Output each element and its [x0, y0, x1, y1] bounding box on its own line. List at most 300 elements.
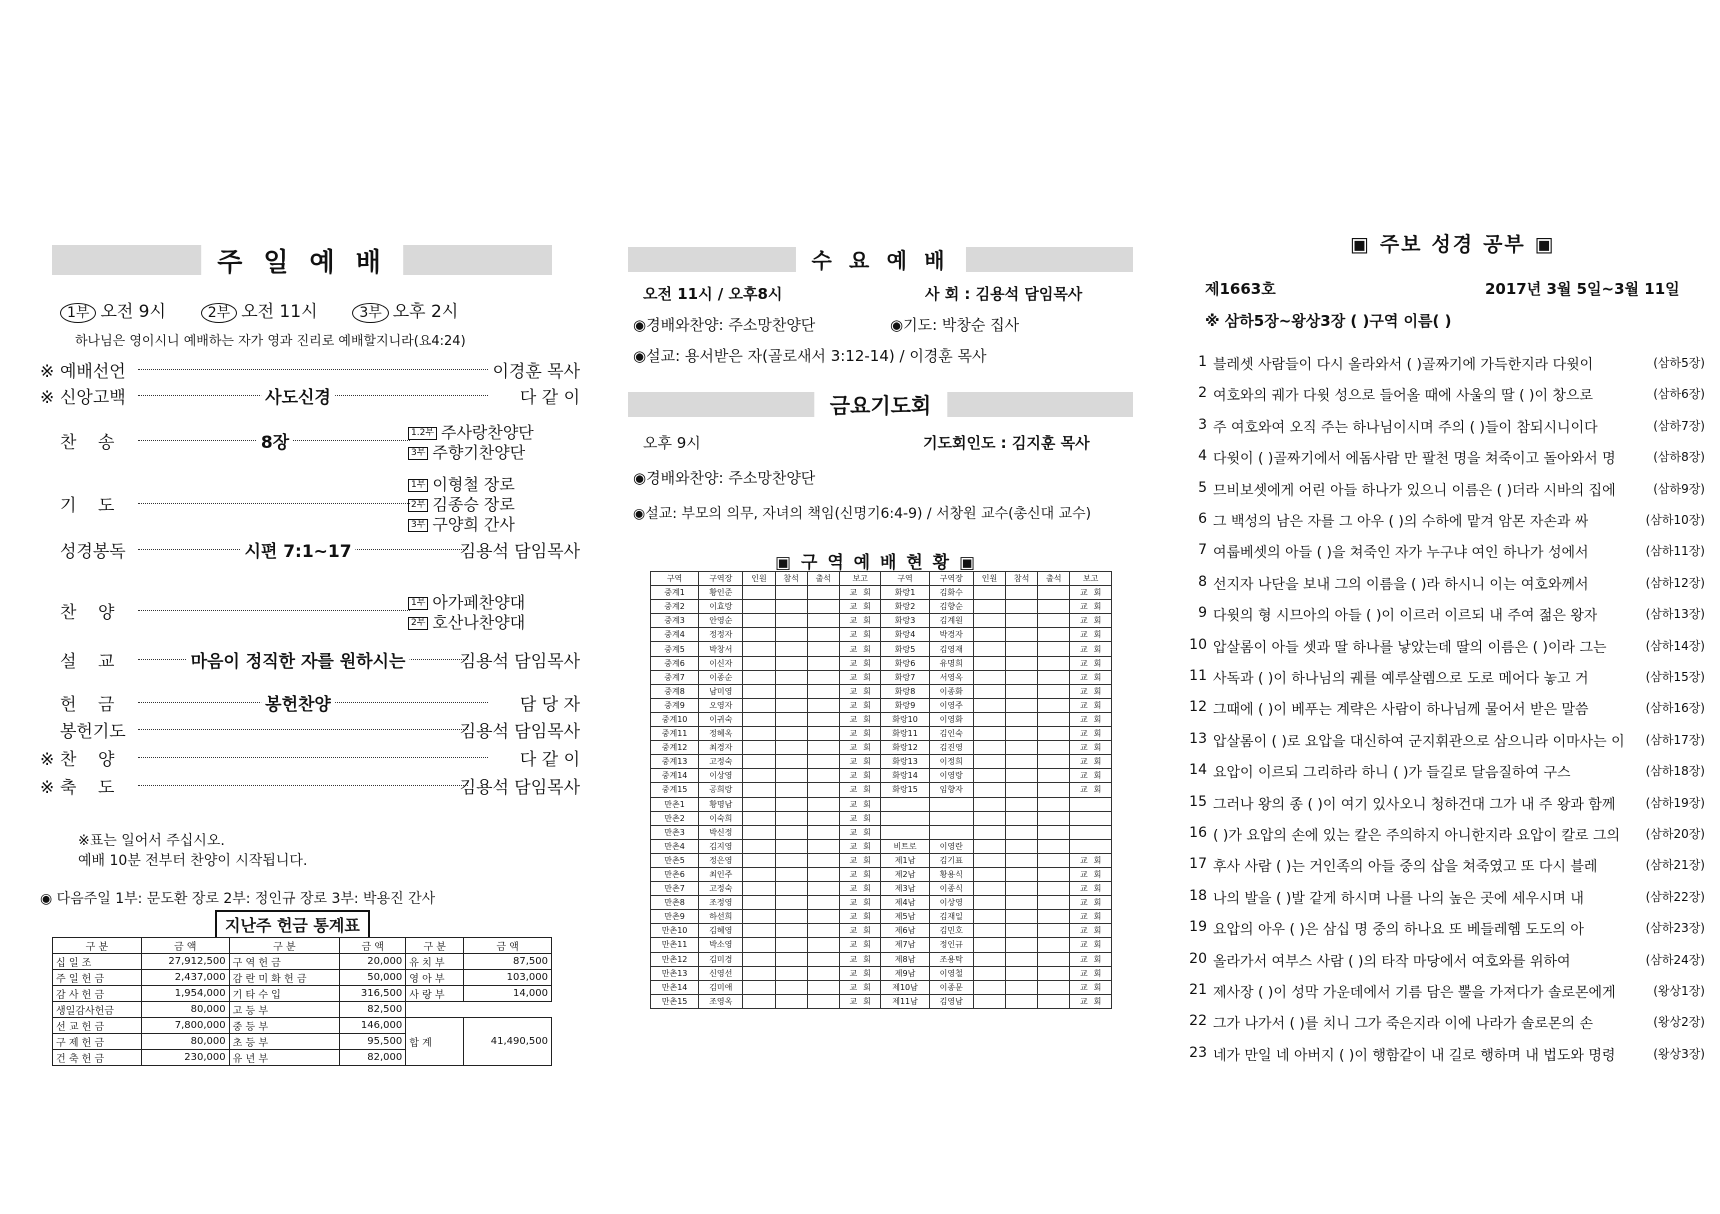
district-leader: 조용탁 [929, 952, 973, 966]
district-name: 만촌14 [651, 980, 699, 994]
worship-item-label: 예배선언 [60, 362, 126, 382]
question-text: 블레셋 사람들이 다시 올라와서 ( )골짜기에 가득한지라 다윗이 [1213, 357, 1594, 373]
district-name: 중계7 [651, 670, 699, 684]
district-name: 제3남 [881, 882, 929, 896]
church-report [1070, 938, 1112, 952]
question-reference: (삼하17장) [1645, 732, 1705, 747]
empty-cell [743, 656, 775, 670]
study-question [1185, 1045, 1705, 1067]
report-char: 교 [849, 686, 858, 696]
empty-cell [1006, 614, 1038, 628]
empty-cell [1038, 938, 1070, 952]
question-text: 나의 발을 ( )발 같게 하시며 나를 나의 높은 곳에 세우시며 내 [1213, 890, 1584, 907]
report-char: 회 [1093, 870, 1102, 880]
district-header: 보고 [1070, 572, 1112, 586]
empty-cell [973, 727, 1005, 741]
report-char: 회 [863, 898, 871, 908]
district-name: 화랑2 [881, 600, 929, 614]
district-header: 구역 [651, 572, 699, 586]
church-report [839, 741, 881, 755]
empty-cell [743, 994, 775, 1008]
report-char: 회 [863, 644, 871, 654]
district-name: 만촌13 [651, 966, 699, 980]
empty-cell [743, 600, 775, 614]
study-question [1185, 731, 1705, 753]
empty-cell [775, 642, 807, 656]
empty-cell [743, 966, 775, 980]
district-name: 중계8 [651, 684, 699, 698]
report-char: 회 [1093, 644, 1102, 654]
empty-cell [1006, 825, 1038, 839]
worship-leader-line [408, 610, 525, 633]
report-char: 교 [1079, 686, 1088, 696]
service-times [60, 297, 458, 323]
report-char: 회 [863, 940, 871, 950]
church-report [839, 698, 881, 712]
empty-cell [807, 783, 839, 797]
district-leader: 황용식 [929, 867, 973, 881]
empty-cell [1038, 684, 1070, 698]
empty-cell [973, 839, 1005, 853]
report-char: 회 [863, 799, 871, 809]
report-char: 교 [1079, 940, 1088, 950]
worship-leader: 담 당 자 [519, 695, 580, 715]
empty-cell [775, 741, 807, 755]
empty-cell [775, 628, 807, 642]
table-row [53, 1018, 552, 1034]
offering-category: 주 일 헌 금 [53, 970, 142, 986]
service-tag: 3부 [408, 519, 428, 532]
report-char: 교 [849, 658, 858, 668]
worship-leader: 다 같 이 [519, 750, 580, 770]
offering-category: 구 제 헌 금 [53, 1034, 142, 1050]
table-row [53, 1002, 552, 1018]
empty-cell [1006, 642, 1038, 656]
district-name: 만촌5 [651, 853, 699, 867]
district-name: 화랑9 [881, 698, 929, 712]
empty-cell [1038, 867, 1070, 881]
church-report [839, 980, 881, 994]
offering-amount: 146,000 [340, 1018, 406, 1034]
table-row [651, 853, 1112, 867]
worship-item-content: 사도신경 [261, 383, 335, 408]
worship-leader-line [408, 440, 525, 463]
empty-cell [775, 839, 807, 853]
empty-cell [1006, 882, 1038, 896]
empty-cell [807, 839, 839, 853]
church-report [1070, 684, 1112, 698]
church-report [839, 994, 881, 1008]
empty-cell [1006, 952, 1038, 966]
district-name: 중계12 [651, 741, 699, 755]
report-char: 회 [863, 672, 871, 682]
question-text: 그가 나가서 ( )를 치니 그가 죽은지라 이에 나라가 솔로몬의 손 [1213, 1016, 1594, 1033]
wednesday-time: 오전 11시 / 오후8시 [643, 285, 783, 303]
worship-item-content: 8장 [257, 428, 293, 453]
district-leader: 이종문 [929, 980, 973, 994]
church-report [1070, 910, 1112, 924]
report-char: 교 [1079, 644, 1088, 654]
empty-cell [775, 600, 807, 614]
service-2-badge: 2부 [201, 303, 237, 323]
empty-cell [1006, 867, 1038, 881]
report-char: 회 [1093, 630, 1102, 640]
district-name: 화랑6 [881, 656, 929, 670]
report-char: 회 [863, 855, 871, 865]
empty-cell [1006, 698, 1038, 712]
church-report [839, 586, 881, 600]
empty-cell [743, 628, 775, 642]
empty-cell [1006, 853, 1038, 867]
sunday-title: 주 일 예 배 [201, 245, 403, 275]
district-name: 만촌3 [651, 825, 699, 839]
empty-cell [775, 614, 807, 628]
report-char: 교 [1079, 616, 1088, 626]
report-char: 교 [849, 870, 858, 880]
empty-cell [973, 712, 1005, 726]
report-char: 교 [849, 884, 858, 894]
empty-cell [743, 882, 775, 896]
offering-amount: 27,912,500 [141, 954, 229, 970]
district-leader: 박경자 [929, 628, 973, 642]
friday-leader: 기도회인도 : 김지훈 목사 [923, 434, 1090, 452]
empty-cell [807, 600, 839, 614]
church-report [1070, 980, 1112, 994]
study-date: 2017년 3월 5일~3월 11일 [1485, 280, 1680, 298]
empty-cell [743, 825, 775, 839]
worship-leader-line [408, 512, 515, 535]
empty-cell [1038, 586, 1070, 600]
report-char: 교 [849, 602, 858, 612]
district-name: 중계3 [651, 614, 699, 628]
empty-cell [807, 586, 839, 600]
report-char: 교 [1079, 912, 1088, 922]
district-leader: 김영재 [929, 642, 973, 656]
church-report [839, 614, 881, 628]
empty-cell [743, 867, 775, 881]
church-report [839, 853, 881, 867]
leader-dots [138, 369, 488, 370]
report-char: 교 [1079, 996, 1088, 1006]
report-char: 교 [849, 616, 858, 626]
study-issue: 제1663호 [1205, 280, 1276, 298]
empty-cell [973, 600, 1005, 614]
church-report [1070, 783, 1112, 797]
study-question [1185, 574, 1705, 596]
church-report [839, 628, 881, 642]
empty-cell [743, 924, 775, 938]
table-row [651, 867, 1112, 881]
worship-row [40, 773, 580, 797]
study-question [1185, 1013, 1705, 1035]
report-char: 교 [1079, 729, 1088, 739]
district-leader: 정은영 [699, 853, 743, 867]
worship-row [40, 745, 580, 769]
worship-item-label: 기 도 [60, 496, 115, 516]
question-text: 여호와의 궤가 다윗 성으로 들어올 때에 사울의 딸 ( )이 창으로 [1213, 388, 1594, 405]
leader-dots [138, 729, 468, 730]
church-report [1070, 755, 1112, 769]
empty-cell [973, 952, 1005, 966]
question-number: 23 [1189, 1044, 1207, 1061]
report-char: 회 [1093, 996, 1102, 1006]
empty-cell [775, 712, 807, 726]
district-name: 화랑4 [881, 628, 929, 642]
table-row [651, 811, 1112, 825]
district-leader: 김화수 [929, 586, 973, 600]
empty-cell [807, 614, 839, 628]
question-text: 다윗이 ( )골짜기에서 에돔사람 만 팔천 명을 쳐죽이고 돌아와서 명 [1213, 451, 1616, 468]
question-reference: (삼하9장) [1653, 481, 1705, 496]
empty-cell [1038, 670, 1070, 684]
service-1-time: 오전 9시 [100, 302, 166, 322]
empty-cell [743, 769, 775, 783]
church-report [1070, 952, 1112, 966]
district-name: 중계14 [651, 769, 699, 783]
service-2-time: 오전 11시 [241, 302, 318, 322]
report-char: 교 [1079, 743, 1088, 753]
empty-cell [973, 910, 1005, 924]
report-char: 회 [1093, 926, 1102, 936]
question-text: 주 여호와여 오직 주는 하나님이시며 주의 ( )들이 참되시니이다 [1213, 419, 1598, 436]
empty-cell [1006, 656, 1038, 670]
church-report [839, 938, 881, 952]
empty-cell [1006, 994, 1038, 1008]
report-char: 교 [1079, 926, 1088, 936]
empty-cell [807, 910, 839, 924]
district-name: 화랑15 [881, 783, 929, 797]
empty-cell [743, 614, 775, 628]
empty-cell [743, 755, 775, 769]
offering-category: 십 일 조 [53, 954, 142, 970]
church-report [839, 727, 881, 741]
service-tag: 2부 [408, 617, 428, 630]
empty-cell [1038, 656, 1070, 670]
church-report [1070, 628, 1112, 642]
worship-item-content: 시편 7:1~17 [240, 537, 355, 562]
question-number: 21 [1189, 982, 1207, 998]
question-text: 후사 사람 ( )는 거인족의 아들 중의 삽을 쳐죽였고 또 다시 블레 [1213, 859, 1598, 876]
question-number: 10 [1189, 636, 1207, 653]
district-name: 화랑10 [881, 712, 929, 726]
empty-cell [1006, 741, 1038, 755]
report-char: 교 [849, 714, 858, 724]
district-leader [929, 825, 973, 839]
empty-cell [1006, 684, 1038, 698]
district-name: 제7남 [881, 938, 929, 952]
offering-amount: 2,437,000 [141, 970, 229, 986]
offering-category: 고 등 부 [229, 1002, 340, 1018]
worship-item-label: 찬 송 [60, 433, 115, 453]
wednesday-leader: 사 회 : 김용석 담임목사 [925, 285, 1083, 303]
church-report [1070, 811, 1112, 825]
district-leader: 오영자 [699, 698, 743, 712]
district-leader [929, 797, 973, 811]
church-report [839, 642, 881, 656]
empty-cell [1038, 769, 1070, 783]
empty-cell [1038, 853, 1070, 867]
empty-cell [973, 980, 1005, 994]
table-row [651, 769, 1112, 783]
district-header: 출석 [807, 572, 839, 586]
sunday-title-bar [52, 245, 552, 278]
district-name: 중계9 [651, 698, 699, 712]
empty-cell [775, 825, 807, 839]
church-report [839, 952, 881, 966]
district-leader: 정혜옥 [699, 727, 743, 741]
table-row [651, 839, 1112, 853]
offering-category: 기 타 수 입 [229, 986, 340, 1002]
study-question [1185, 856, 1705, 878]
empty-cell [775, 755, 807, 769]
table-row [651, 797, 1112, 811]
district-leader: 이영랑 [929, 769, 973, 783]
empty-cell [807, 712, 839, 726]
empty-cell [807, 684, 839, 698]
report-char: 교 [849, 898, 858, 908]
offering-category: 중 등 부 [229, 1018, 340, 1034]
question-number: 19 [1189, 919, 1207, 936]
church-report [1070, 727, 1112, 741]
offering-header: 구 분 [229, 938, 340, 954]
table-row [651, 910, 1112, 924]
empty-cell [973, 825, 1005, 839]
question-number: 4 [1198, 448, 1207, 465]
question-number: 13 [1189, 730, 1207, 747]
theme-verse: 하나님은 영이시니 예배하는 자가 영과 진리로 예배할지니라(요4:24) [75, 334, 466, 349]
church-report [1070, 741, 1112, 755]
district-name: 중계5 [651, 642, 699, 656]
church-report [1070, 698, 1112, 712]
worship-item-label: 신앙고백 [60, 388, 126, 408]
empty-cell [775, 924, 807, 938]
report-char: 교 [1079, 757, 1088, 767]
report-char: 회 [863, 813, 871, 823]
standing-mark: ※ [40, 388, 55, 408]
report-char: 교 [849, 799, 858, 809]
district-name: 화랑13 [881, 755, 929, 769]
empty-cell [743, 712, 775, 726]
report-char: 교 [1079, 954, 1088, 964]
report-char: 교 [849, 996, 858, 1006]
worship-leader: 구양희 간사 [432, 515, 515, 534]
district-leader: 이숙희 [699, 811, 743, 825]
empty-cell [973, 628, 1005, 642]
district-leader: 김진영 [929, 741, 973, 755]
empty-cell [775, 656, 807, 670]
report-char: 교 [849, 940, 858, 950]
empty-cell [775, 684, 807, 698]
study-question [1185, 605, 1705, 627]
study-question [1185, 542, 1705, 564]
district-leader: 안영순 [699, 614, 743, 628]
empty-cell [1038, 741, 1070, 755]
offering-amount: 50,000 [340, 970, 406, 986]
empty-cell [973, 656, 1005, 670]
empty-cell [775, 727, 807, 741]
empty-cell [973, 614, 1005, 628]
study-question [1185, 417, 1705, 439]
question-text: 압살롬이 아들 셋과 딸 하나를 낳았는데 딸의 이름은 ( )이라 그는 [1213, 639, 1607, 656]
report-char: 교 [1079, 658, 1088, 668]
report-char: 교 [849, 841, 858, 851]
empty-cell [1006, 839, 1038, 853]
question-text: 선지자 나단을 보내 그의 이름을 ( )라 하시니 이는 여호와께서 [1213, 576, 1589, 593]
question-number: 7 [1198, 542, 1207, 559]
empty-cell [1038, 755, 1070, 769]
question-text: 요압이 이르되 그리하라 하니 ( )가 들길로 달음질하여 구스 [1213, 765, 1571, 782]
empty-cell [1038, 628, 1070, 642]
table-row [53, 954, 552, 970]
worship-row [40, 690, 580, 714]
question-text: 제사장 ( )이 성막 가운데에서 기름 담은 뿔을 가져다가 솔로몬에게 [1213, 985, 1616, 1001]
report-char: 교 [1079, 771, 1088, 781]
study-question [1185, 888, 1705, 910]
question-reference: (왕상2장) [1653, 1015, 1705, 1030]
report-char: 회 [1093, 785, 1102, 795]
empty-cell [1006, 670, 1038, 684]
district-leader: 김기표 [929, 853, 973, 867]
district-name: 화랑1 [881, 586, 929, 600]
empty-cell [1006, 727, 1038, 741]
report-char: 회 [1093, 616, 1102, 626]
offering-header: 금 액 [141, 938, 229, 954]
empty-cell [743, 811, 775, 825]
church-report [1070, 924, 1112, 938]
report-char: 회 [1093, 729, 1102, 739]
district-leader: 이종화 [929, 684, 973, 698]
empty-cell [775, 853, 807, 867]
empty-cell [775, 670, 807, 684]
district-name: 만촌12 [651, 952, 699, 966]
study-question [1185, 668, 1705, 690]
service-3-time: 오후 2시 [392, 302, 459, 322]
study-question [1185, 480, 1705, 502]
district-leader: 김혜영 [699, 924, 743, 938]
church-report [1070, 839, 1112, 853]
district-leader: 김계원 [929, 614, 973, 628]
report-char: 교 [849, 926, 858, 936]
empty-cell [743, 853, 775, 867]
report-char: 회 [1093, 968, 1102, 978]
report-char: 교 [1079, 898, 1088, 908]
question-reference: (삼하16장) [1645, 701, 1705, 716]
report-char: 회 [1093, 602, 1102, 612]
district-name: 제11남 [881, 994, 929, 1008]
church-report [1070, 586, 1112, 600]
friday-title-bar [628, 392, 1133, 417]
service-tag: 1부 [408, 597, 428, 610]
church-report [1070, 867, 1112, 881]
district-name: 만촌6 [651, 867, 699, 881]
empty-cell [1006, 980, 1038, 994]
church-report [1070, 825, 1112, 839]
empty-cell [775, 910, 807, 924]
study-question [1185, 762, 1705, 784]
empty-cell [743, 727, 775, 741]
district-table [650, 571, 1112, 1009]
empty-cell [743, 642, 775, 656]
report-char: 교 [849, 968, 858, 978]
church-report [839, 966, 881, 980]
district-name: 중계10 [651, 712, 699, 726]
report-char: 교 [849, 588, 858, 598]
report-char: 교 [849, 757, 858, 767]
empty-cell [775, 938, 807, 952]
report-char: 회 [863, 729, 871, 739]
empty-cell [743, 910, 775, 924]
report-char: 교 [1079, 785, 1088, 795]
